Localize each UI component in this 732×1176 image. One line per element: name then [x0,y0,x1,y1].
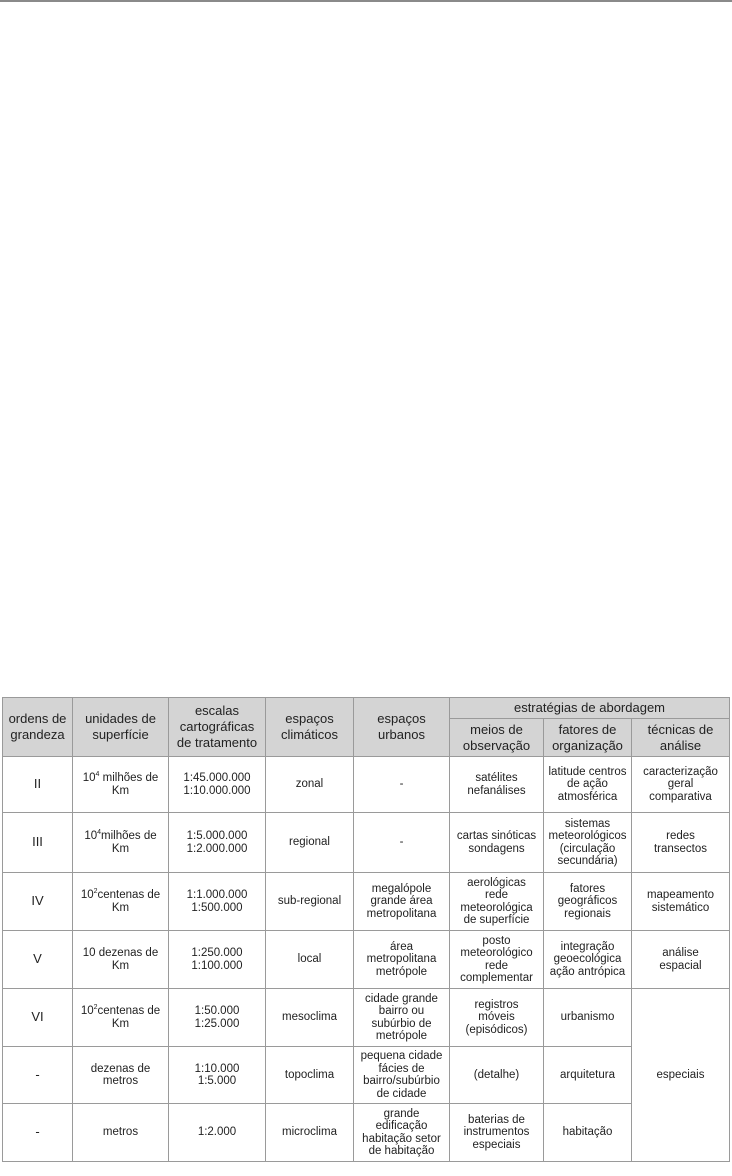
cell-escala: 1:45.000.000 1:10.000.000 [169,757,266,813]
unidade-rest: centenas de Km [97,1005,161,1030]
cell-unidade [73,1047,169,1104]
cell-urbano: cidade grande bairro ou subúrbio de metrópole [354,989,450,1047]
cell-urbano: grande edificação habitação setor de habitação [354,1104,450,1162]
cell-tecnicas: caracterização geral comparativa [632,757,730,813]
climate-scale-table-wrapper [2,697,729,1162]
cell-unidade [73,757,169,813]
cell-fatores: fatores geográficos regionais [544,873,632,931]
unidade-base: 10 [82,772,96,784]
header-estrategias: estratégias de abordagem [450,698,730,719]
header-meios: meios de observação [450,719,544,757]
header-espacos-climaticos: espaços climáticos [266,698,354,757]
cell-escala: 1:5.000.000 1:2.000.000 [169,813,266,873]
cell-tecnicas: redes transectos [632,813,730,873]
cell-ordem: - [3,1104,73,1162]
unidade-rest: milhões de Km [99,772,159,797]
cell-clima: mesoclima [266,989,354,1047]
header-fatores: fatores de organização [544,719,632,757]
cell-clima: zonal [266,757,354,813]
cell-fatores: latitude centros de ação atmosférica [544,757,632,813]
header-tecnicas: técnicas de análise [632,719,730,757]
cell-urbano: área metropolitana metrópole [354,931,450,989]
cell-fatores: arquitetura [544,1047,632,1104]
climate-scale-table [2,697,730,1162]
cell-unidade [73,1104,169,1162]
unidade-exponent: 2 [93,888,98,896]
cell-clima: local [266,931,354,989]
cell-clima: sub-regional [266,873,354,931]
cell-unidade [73,813,169,873]
cell-urbano: pequena cidade fácies de bairro/subúrbio de cidade [354,1047,450,1104]
cell-urbano: - [354,813,450,873]
unidade-rest: centenas de Km [97,889,161,914]
cell-fatores: urbanismo [544,989,632,1047]
unidade-base: 10 [84,830,98,842]
cell-meios: registros móveis (episódicos) [450,989,544,1047]
header-ordens: ordens de grandeza [3,698,73,757]
cell-escala: 1:10.000 1:5.000 [169,1047,266,1104]
cell-fatores: integração geoecológica ação antrópica [544,931,632,989]
cell-meios: aerológicas rede meteorológica de superfície [450,873,544,931]
cell-ordem: V [3,931,73,989]
unidade-base: 10 [80,1005,94,1017]
top-border-line [0,0,732,2]
cell-urbano: - [354,757,450,813]
unidade-exponent: 2 [93,1004,98,1012]
table-row [3,813,730,873]
table-row [3,1104,730,1162]
cell-clima: microclima [266,1104,354,1162]
cell-tecnicas: mapeamento sistemático [632,873,730,931]
table-row [3,757,730,813]
header-escalas: escalas cartográficas de tratamento [169,698,266,757]
unidade-base: 10 [80,889,94,901]
unidade-rest: milhões de Km [101,830,157,855]
unidade-exponent: 4 [97,829,102,837]
cell-meios: cartas sinóticas sondagens [450,813,544,873]
unidade-exponent: 4 [95,771,100,779]
cell-tecnicas: análise espacial [632,931,730,989]
cell-clima: topoclima [266,1047,354,1104]
unidade-rest: metros [102,1126,139,1139]
cell-ordem: III [3,813,73,873]
cell-fatores: sistemas meteorológicos (circulação secundária) [544,813,632,873]
cell-meios: baterias de instrumentos especiais [450,1104,544,1162]
table-row [3,931,730,989]
header-unidades: unidades de superfície [73,698,169,757]
cell-fatores: habitação [544,1104,632,1162]
cell-ordem: IV [3,873,73,931]
unidade-rest: 10 dezenas de Km [82,947,159,972]
cell-unidade [73,989,169,1047]
cell-ordem: - [3,1047,73,1104]
cell-escala: 1:50.000 1:25.000 [169,989,266,1047]
unidade-rest: dezenas de metros [90,1062,151,1087]
cell-tecnicas-especiais: especiais [632,989,730,1162]
header-espacos-urbanos: espaços urbanos [354,698,450,757]
cell-meios: posto meteorológico rede complementar [450,931,544,989]
cell-escala: 1:1.000.000 1:500.000 [169,873,266,931]
cell-unidade [73,873,169,931]
cell-unidade [73,931,169,989]
cell-escala: 1:250.000 1:100.000 [169,931,266,989]
cell-ordem: VI [3,989,73,1047]
table-row [3,1047,730,1104]
cell-ordem: II [3,757,73,813]
cell-meios: (detalhe) [450,1047,544,1104]
cell-meios: satélites nefanálises [450,757,544,813]
table-row [3,989,730,1047]
cell-escala: 1:2.000 [169,1104,266,1162]
table-row [3,873,730,931]
cell-clima: regional [266,813,354,873]
cell-urbano: megalópole grande área metropolitana [354,873,450,931]
